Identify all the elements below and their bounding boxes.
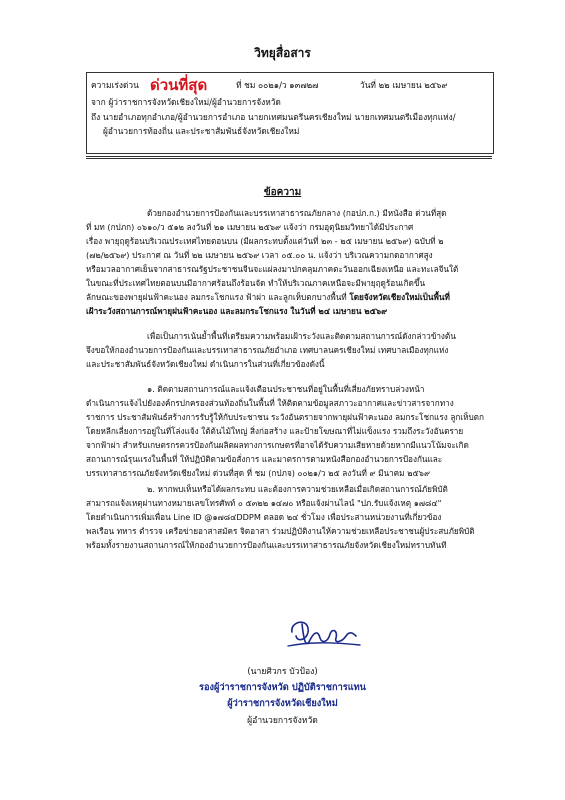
paragraph1-line-text: ลักษณะของพายุฝนฟ้าคะนอง ลมกระโชกแรง ฟ้าผ่า และลูกเห็บตกบางพื้นที่: [86, 292, 350, 302]
paragraph1-emphasis-a: โดยจังหวัดเชียงใหม่เป็นพื้นที่: [349, 292, 450, 302]
document-date: วันที่ ๒๒ เมษายน ๒๕๖๙: [360, 80, 448, 90]
item2-line: โดยดำเนินการเพิ่มเพื่อน Line ID @๑๗๘๔DDPM ตลอด ๒๔ ชั่วโมง เพื่อประสานหน่วยงานที่เกี่ยวข้อง: [86, 512, 442, 522]
item1-line: บรรเทาสาธารณภัยจังหวัดเชียงใหม่ ด่วนที่สุด ที่ ชม (กปภจ) ๐๐๒๑/ว ๒๕ ลงวันที่ ๙ มีนาคม ๒๕๖๙: [86, 468, 430, 478]
from-line: จาก ผู้ว่าราชการจังหวัดเชียงใหม่/ผู้อำนวยการจังหวัด: [91, 97, 281, 107]
urgency-value: ด่วนที่สุด: [150, 76, 208, 94]
to-line-1: ถึง นายอำเภอทุกอำเภอ/ผู้อำนวยการอำเภอ นายกเทศมนตรีนครเชียงใหม่ นายกเทศมนตรีเมืองทุกแห่ง/: [91, 112, 456, 122]
paragraph2-line: จึงขอให้กองอำนวยการป้องกันและบรรเทาสาธารณภัยอำเภอ เทศบาลนครเชียงใหม่ เทศบาลเมืองทุกแห่ง: [86, 345, 449, 355]
item1-line: ดำเนินการแจ้งไปยังองค์กรปกครองส่วนท้องถิ่นในพื้นที่ ให้ติดตามข้อมูลสภาวะอากาศและข่าวสารจากทาง: [86, 398, 454, 408]
paragraph1-line: หรือมวลอากาศเย็นจากสาธารณรัฐประชาชนจีนจะแผ่ลงมาปกคลุมภาคตะวันออกเฉียงเหนือ และทะเลจีนใต้: [86, 264, 459, 274]
document-title: วิทยุสื่อสาร: [254, 46, 311, 60]
section-heading: ข้อความ: [263, 187, 302, 198]
document-number: ที่ ชม ๐๐๒๑/ว ๑๓๗๒๗: [236, 80, 319, 90]
signatory-role-2: ผู้ว่าราชการจังหวัดเชียงใหม่: [227, 698, 338, 709]
paragraph2-line: และประชาสัมพันธ์จังหวัดเชียงใหม่ ดำเนินการในส่วนที่เกี่ยวข้องดังนี้: [86, 359, 325, 369]
paragraph1-line: ด้วยกองอำนวยการป้องกันและบรรเทาสาธารณภัยกลาง (กอปภ.ก.) มีหนังสือ ด่วนที่สุด: [147, 208, 447, 218]
item1-line: ราชการ ประชาสัมพันธ์สร้างการรับรู้ให้กับประชาชน ระวังอันตรายจากพายุฝนฟ้าคะนอง ลมกระโชกแรง ลูกเห็บตก: [86, 412, 484, 422]
paragraph1-line: [86, 292, 450, 303]
item1-line: โดยหลีกเลี่ยงการอยู่ในที่โล่งแจ้ง ใต้ต้นไม้ใหญ่ สิ่งก่อสร้าง และป้ายโฆษณาที่ไม่แข็งแรง รวมถึงระวังอันตราย: [86, 426, 464, 436]
paragraph1-emphasis-b: เฝ้าระวังสถานการณ์พายุฝนฟ้าคะนอง และลมกระโชกแรง ในวันที่ ๒๔ เมษายน ๒๕๖๙: [86, 306, 388, 316]
paragraph1-line: ในขณะที่ประเทศไทยตอนบนมีอากาศร้อนถึงร้อนจัด ทำให้บริเวณภาคเหนือจะมีพายุฤดูร้อนเกิดขึ้น: [86, 278, 426, 288]
paragraph1-line: เรื่อง พายุฤดูร้อนบริเวณประเทศไทยตอนบน (มีผลกระทบตั้งแต่วันที่ ๒๓ - ๒๕ เมษายน ๒๕๖๙) ฉบับที่ ๒: [86, 236, 444, 246]
item1-line: ๑. ติดตามสถานการณ์และแจ้งเตือนประชาชนที่อยู่ในพื้นที่เสี่ยงภัยทราบล่วงหน้า: [147, 384, 425, 394]
paragraph1-line: ที่ มท (กปภก) ๐๖๑๐/ว ๕๑๒ ลงวันที่ ๒๑ เมษายน ๒๕๖๙ แจ้งว่า กรมอุตุนิยมวิทยาได้มีประกาศ: [86, 222, 414, 232]
signatory-role-3: ผู้อำนวยการจังหวัด: [247, 716, 318, 726]
divider-line-bottom: [86, 158, 492, 159]
divider-line-top: [86, 156, 492, 157]
paragraph2-line: เพื่อเป็นการเน้นย้ำพื้นที่เตรียมความพร้อมเฝ้าระวังและติดตามสถานการณ์ดังกล่าวข้างต้น: [147, 331, 456, 341]
handwritten-signature: [284, 612, 364, 656]
item2-line: สามารถแจ้งเหตุผ่านทางหมายเลขโทรศัพท์ ๐ ๕๓๒๒ ๑๔๗๐ หรือแจ้งผ่านไลน์ "ปภ.รับแจ้งเหตุ ๑๗๘๔": [86, 498, 442, 508]
item2-line: พลเรือน ทหาร ตำรวจ เครือข่ายอาสาสมัคร จิตอาสา ร่วมปฏิบัติงานให้ความช่วยเหลือประชาชนผู้ประสบภัยพิบัติ: [86, 526, 475, 536]
paragraph1-line: (๗๒/๒๕๖๙) ประกาศ ณ วันที่ ๒๒ เมษายน ๒๕๖๙ เวลา ๐๕.๐๐ น. แจ้งว่า บริเวณความกดอากาศสูง: [86, 250, 433, 260]
signatory-role-1: รองผู้ว่าราชการจังหวัด ปฏิบัติราชการแทน: [199, 682, 366, 693]
urgency-label: ความเร่งด่วน: [91, 80, 139, 90]
item2-line: ๒. หากพบเห็นหรือได้ผลกระทบ และต้องการความช่วยเหลือเมื่อเกิดสถานการณ์ภัยพิบัติ: [147, 484, 448, 494]
item2-line: พร้อมทั้งรายงานสถานการณ์ให้กองอำนวยการป้องกันและบรรเทาสาธารณภัยจังหวัดเชียงใหม่ทราบทันที: [86, 540, 447, 550]
item1-line: จากฟ้าผ่า สำหรับเกษตรกรควรป้องกันผลิตผลทางการเกษตรที่อาจได้รับความเสียหายด้วยหากมีแนวโน้มจะเกิด: [86, 440, 469, 450]
item1-line: สถานการณ์รุนแรงในพื้นที่ ให้ปฏิบัติตามข้อสั่งการ และมาตรการตามหนังสือกองอำนวยการป้องกันและ: [86, 454, 443, 464]
to-line-2: ผู้อำนวยการท้องถิ่น และประชาสัมพันธ์จังหวัดเชียงใหม่: [103, 126, 300, 136]
signatory-name: (นายศิวกร บัวป้อง): [247, 667, 318, 677]
